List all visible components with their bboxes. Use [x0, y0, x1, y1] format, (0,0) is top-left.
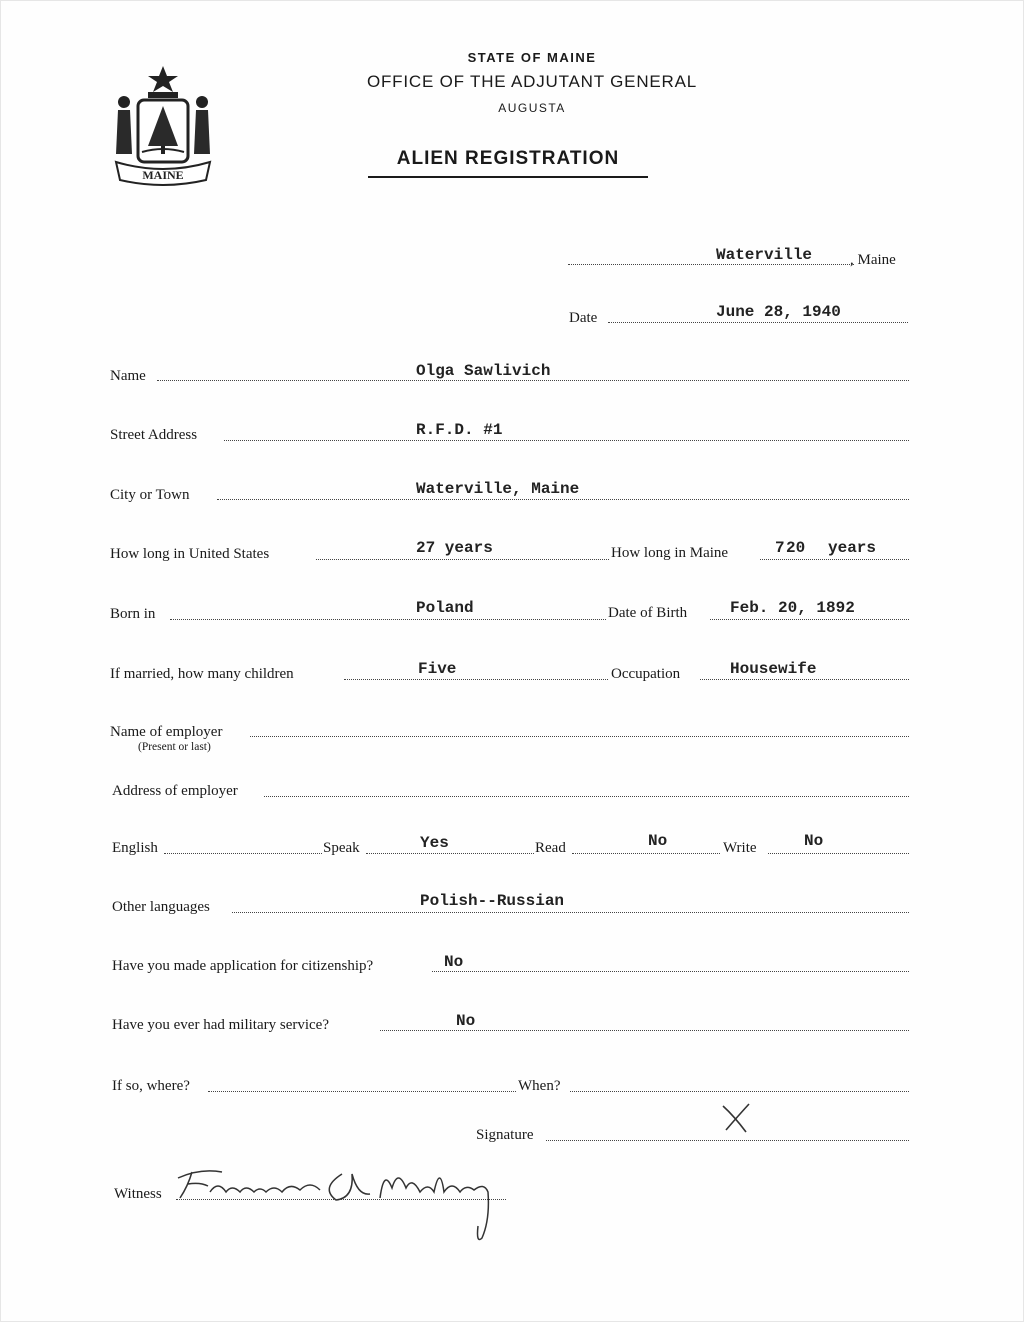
born-in-label: Born in	[110, 606, 156, 622]
other-languages-line	[232, 912, 909, 913]
street-label: Street Address	[110, 427, 198, 443]
citizenship-value: No	[444, 953, 464, 971]
name-line	[157, 380, 909, 381]
dob-line	[710, 619, 909, 620]
place-suffix: , Maine	[850, 252, 896, 268]
where-line	[208, 1091, 516, 1092]
city-town-value: Waterville, Maine	[416, 480, 580, 498]
us-duration-label: How long in United States	[110, 546, 270, 562]
occupation-line	[700, 679, 909, 680]
children-label: If married, how many children	[110, 666, 294, 682]
employer-label: Name of employer	[110, 724, 223, 740]
witness-label: Witness	[114, 1186, 162, 1202]
other-languages-value: Polish--Russian	[420, 892, 565, 910]
write-line	[768, 853, 909, 854]
name-value: Olga Sawlivich	[416, 362, 551, 380]
maine-duration-value: 20	[786, 539, 806, 557]
children-value: Five	[418, 660, 457, 678]
read-label: Read	[535, 840, 566, 856]
signature-label: Signature	[476, 1127, 534, 1143]
maine-duration-line	[760, 559, 909, 560]
children-line	[344, 679, 608, 680]
military-value: No	[456, 1012, 476, 1030]
read-line	[572, 853, 720, 854]
speak-value: Yes	[420, 834, 449, 852]
military-line	[380, 1030, 909, 1031]
name-label: Name	[110, 368, 146, 384]
signature-line	[546, 1140, 909, 1141]
date-label: Date	[569, 310, 598, 326]
where-label: If so, where?	[112, 1078, 190, 1094]
read-value: No	[648, 832, 668, 850]
maine-duration-label: How long in Maine	[611, 545, 729, 561]
born-in-value: Poland	[416, 599, 474, 617]
employer-address-label: Address of employer	[112, 783, 238, 799]
write-label: Write	[723, 840, 757, 856]
maine-duration-strike: 7	[775, 539, 785, 557]
citizenship-line	[432, 971, 909, 972]
employer-address-line	[264, 796, 909, 797]
occupation-label: Occupation	[611, 666, 681, 682]
place-value: Waterville	[716, 246, 813, 264]
employer-sublabel: (Present or last)	[138, 741, 211, 753]
header-office: OFFICE OF THE ADJUTANT GENERAL	[366, 72, 698, 91]
other-languages-label: Other languages	[112, 899, 210, 915]
us-duration-line	[316, 559, 609, 560]
dob-value: Feb. 20, 1892	[730, 599, 855, 617]
form-title: ALIEN REGISTRATION	[368, 148, 648, 178]
street-value: R.F.D. #1	[416, 421, 503, 439]
write-value: No	[804, 832, 824, 850]
signature-x-mark	[718, 1100, 754, 1136]
speak-label: Speak	[323, 840, 360, 856]
occupation-value: Housewife	[730, 660, 817, 678]
english-label: English	[112, 840, 158, 856]
when-label: When?	[518, 1078, 561, 1094]
us-duration-value: 27 years	[416, 539, 493, 557]
when-line	[570, 1091, 909, 1092]
seal-scroll-text: MAINE	[142, 168, 184, 182]
date-line	[608, 322, 908, 323]
place-line	[568, 264, 854, 265]
speak-line	[366, 853, 534, 854]
born-in-line	[170, 619, 606, 620]
dob-label: Date of Birth	[608, 605, 688, 621]
city-town-label: City or Town	[110, 487, 190, 503]
witness-signature-image	[170, 1158, 520, 1248]
street-line	[224, 440, 909, 441]
date-value: June 28, 1940	[716, 303, 841, 321]
header-city: AUGUSTA	[498, 101, 566, 115]
citizenship-label: Have you made application for citizenship?	[112, 958, 374, 974]
signature-mark-text: X	[752, 1134, 753, 1135]
english-line	[164, 853, 322, 854]
maine-duration-unit: years	[828, 539, 877, 557]
employer-line	[250, 736, 909, 737]
header-state: STATE OF MAINE	[467, 50, 597, 65]
city-town-line	[217, 499, 909, 500]
military-label: Have you ever had military service?	[112, 1017, 329, 1033]
